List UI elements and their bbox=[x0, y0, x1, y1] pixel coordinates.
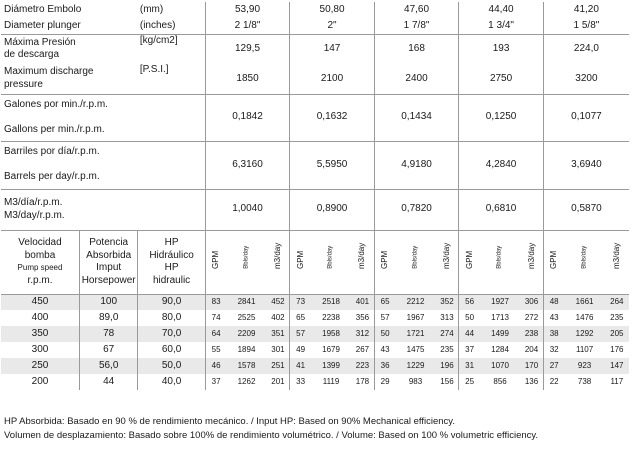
pressure-label-en-line1: Maximum discharge bbox=[4, 66, 94, 78]
pressure-unit-kg: [kg/cm2] bbox=[139, 34, 178, 46]
value-cell: 1927 bbox=[480, 294, 520, 310]
barrels-label bbox=[1, 141, 205, 189]
value-cell: 1967 bbox=[406, 313, 425, 322]
value-cell: 48 bbox=[543, 294, 564, 310]
value-cell: 38 bbox=[543, 326, 564, 342]
hydraulic-header-line3: HP bbox=[164, 262, 179, 273]
bbls-header: Bbls/day bbox=[411, 245, 418, 269]
speed-header-line1: Velocidad bbox=[18, 237, 62, 248]
value-cell: 41 bbox=[290, 358, 311, 374]
diameter-inch-row bbox=[1, 18, 629, 34]
value-cell: 306 bbox=[520, 294, 543, 310]
rpm-cell: 450 bbox=[1, 294, 79, 310]
diameter-unit-mm: (mm) bbox=[139, 3, 164, 15]
m3-label-en: M3/day/r.p.m. bbox=[4, 209, 65, 221]
hydraulic-cell: 70,0 bbox=[138, 326, 205, 342]
power-cell: 56,0 bbox=[79, 358, 137, 374]
m3-header: m3/day bbox=[272, 242, 282, 269]
value-cell: 1499 bbox=[480, 326, 520, 342]
value-cell: 312 bbox=[351, 326, 374, 342]
value-cell: 356 bbox=[355, 313, 370, 322]
value-cell: 1262 bbox=[237, 377, 256, 386]
value-cell: 1292 bbox=[564, 326, 604, 342]
power-header-line1: Potencia bbox=[89, 237, 129, 248]
value-cell: 176 bbox=[610, 345, 624, 354]
m3-value: 0,7820 bbox=[374, 189, 459, 230]
pressure-kg-row bbox=[1, 34, 629, 64]
table-row bbox=[1, 294, 629, 310]
value-cell: 37 bbox=[205, 374, 226, 390]
plunger-inch: 1 5/8" bbox=[543, 18, 629, 34]
value-cell: 57 bbox=[290, 326, 311, 342]
value-cell: 856 bbox=[493, 377, 507, 386]
pressure-kg: 224,0 bbox=[543, 34, 629, 64]
value-cell: 2209 bbox=[226, 326, 266, 342]
value-cell: 1661 bbox=[564, 294, 604, 310]
barrels-value: 5,5950 bbox=[290, 141, 375, 189]
diameter-label-en: Diameter plunger bbox=[1, 18, 138, 34]
value-cell: 117 bbox=[610, 377, 624, 386]
table-row bbox=[1, 342, 629, 358]
value-cell: 65 bbox=[290, 310, 311, 326]
value-cell: 83 bbox=[205, 294, 226, 310]
barrels-label-en: Barrels per day/r.p.m. bbox=[4, 171, 100, 183]
speed-header bbox=[1, 230, 79, 294]
value-cell: 25 bbox=[459, 374, 480, 390]
rpm-cell: 300 bbox=[31, 343, 49, 355]
value-cell: 235 bbox=[440, 345, 454, 354]
pressure-psi: 2750 bbox=[459, 64, 544, 94]
m3-label bbox=[1, 189, 205, 230]
column-header-row bbox=[1, 230, 629, 294]
value-cell: 1894 bbox=[237, 345, 256, 354]
value-cell: 1679 bbox=[322, 345, 340, 354]
value-cell: 29 bbox=[374, 374, 395, 390]
data-rows bbox=[1, 294, 629, 390]
value-cell: 1476 bbox=[575, 313, 594, 322]
gpm-header: GPM bbox=[549, 250, 559, 269]
power-cell: 44 bbox=[79, 374, 137, 390]
value-cell: 74 bbox=[205, 310, 226, 326]
value-cell: 136 bbox=[524, 377, 539, 386]
value-cell: 274 bbox=[436, 326, 459, 342]
rpm-cell: 250 bbox=[1, 358, 79, 374]
m3-header: m3/day bbox=[357, 242, 367, 269]
value-cell: 57 bbox=[374, 310, 395, 326]
power-header-line2: Absorbida bbox=[86, 249, 132, 261]
plunger-inch: 1 3/4" bbox=[459, 18, 544, 34]
table-row bbox=[1, 358, 629, 374]
value-cell: 44 bbox=[459, 326, 480, 342]
hydraulic-header bbox=[138, 230, 205, 294]
diameter-unit-inches: (inches) bbox=[138, 18, 205, 34]
m3-row bbox=[1, 189, 629, 230]
value-cell: 205 bbox=[605, 326, 629, 342]
value-cell: 313 bbox=[440, 313, 454, 322]
speed-header-line2: bomba bbox=[24, 249, 56, 261]
pressure-kg: 168 bbox=[374, 34, 459, 64]
value-cell: 65 bbox=[374, 294, 395, 310]
value-cell: 50 bbox=[459, 310, 480, 326]
pressure-label-es bbox=[1, 34, 138, 64]
gpm-header: GPM bbox=[380, 250, 390, 269]
bbls-header: Bbls/day bbox=[496, 245, 503, 269]
plunger-inch: 2 1/8" bbox=[205, 18, 290, 34]
value-cell: 1713 bbox=[491, 313, 509, 322]
rpm-cell: 200 bbox=[31, 375, 49, 387]
value-cell: 301 bbox=[271, 345, 285, 354]
m3-value: 0,8900 bbox=[290, 189, 375, 230]
value-cell: 196 bbox=[436, 358, 459, 374]
value-cell: 2212 bbox=[395, 294, 435, 310]
footnote-hp: HP Absorbida: Basado en 90 % de rendimiento mecánico. / Input HP: Based on 90% Mechanical efficiency. bbox=[4, 416, 455, 427]
bbls-header: Bbls/day bbox=[242, 245, 249, 269]
m3-header: m3/day bbox=[441, 242, 451, 269]
table-row bbox=[1, 326, 629, 342]
gpm-header: GPM bbox=[211, 250, 221, 269]
value-cell: 738 bbox=[577, 377, 592, 386]
barrels-value: 3,6940 bbox=[543, 141, 629, 189]
pressure-psi: 3200 bbox=[543, 64, 629, 94]
barrels-label-es: Barriles por día/r.p.m. bbox=[4, 146, 100, 158]
plunger-mm: 47,60 bbox=[374, 2, 459, 18]
pressure-label-en bbox=[1, 64, 138, 94]
pressure-psi-row bbox=[1, 64, 629, 94]
table-row bbox=[1, 374, 629, 390]
value-cell: 1119 bbox=[322, 377, 340, 386]
value-cell: 43 bbox=[543, 310, 564, 326]
value-cell: 983 bbox=[408, 377, 423, 386]
value-cell: 64 bbox=[205, 326, 226, 342]
gpm-header: GPM bbox=[295, 250, 305, 269]
power-header-line3: Imput bbox=[96, 262, 122, 273]
value-cell: 49 bbox=[290, 342, 311, 358]
value-cell: 1070 bbox=[480, 358, 520, 374]
value-cell: 2238 bbox=[322, 313, 340, 322]
m3-header: m3/day bbox=[611, 242, 621, 269]
footnote-volume: Volumen de desplazamiento: Basado sobre 100% de rendimiento volumétrico. / Volume: Based on 100 % volumetric efficiency. bbox=[4, 430, 539, 441]
barrels-value: 4,2840 bbox=[459, 141, 544, 189]
value-cell: 401 bbox=[351, 294, 374, 310]
value-cell: 1721 bbox=[395, 326, 435, 342]
value-cell: 33 bbox=[290, 374, 311, 390]
value-cell: 73 bbox=[290, 294, 311, 310]
plunger-inch: 1 7/8" bbox=[374, 18, 459, 34]
plunger-mm: 50,80 bbox=[290, 2, 375, 18]
hydraulic-cell: 90,0 bbox=[138, 294, 205, 310]
gallons-value: 0,1077 bbox=[543, 94, 629, 141]
value-cell: 402 bbox=[271, 313, 285, 322]
power-header-line4: Horsepower bbox=[81, 274, 136, 286]
barrels-value: 4,9180 bbox=[374, 141, 459, 189]
power-cell: 67 bbox=[79, 342, 137, 358]
hydraulic-cell: 40,0 bbox=[138, 374, 205, 390]
value-cell: 272 bbox=[524, 313, 539, 322]
value-cell: 147 bbox=[605, 358, 629, 374]
plunger-mm: 53,90 bbox=[205, 2, 290, 18]
value-cell: 201 bbox=[271, 377, 285, 386]
plunger-mm: 41,20 bbox=[543, 2, 629, 18]
value-cell: 22 bbox=[543, 374, 564, 390]
plunger-inch: 2" bbox=[290, 18, 375, 34]
hydraulic-header-line1: HP bbox=[164, 237, 179, 248]
plunger-mm: 44,40 bbox=[459, 2, 544, 18]
pressure-unit-psi: [P.S.I.] bbox=[138, 64, 205, 94]
value-cell: 46 bbox=[205, 358, 226, 374]
value-cell: 50 bbox=[374, 326, 395, 342]
pressure-psi: 1850 bbox=[205, 64, 290, 94]
pressure-kg: 129,5 bbox=[205, 34, 290, 64]
bbls-header: Bbls/day bbox=[327, 245, 334, 269]
gallons-value: 0,1842 bbox=[205, 94, 290, 141]
value-cell: 32 bbox=[543, 342, 564, 358]
hydraulic-cell: 80,0 bbox=[138, 310, 205, 326]
hydraulic-cell: 50,0 bbox=[138, 358, 205, 374]
pressure-label-en-line2: pressure bbox=[4, 78, 43, 90]
pressure-psi: 2400 bbox=[374, 64, 459, 94]
pressure-kg: 193 bbox=[459, 34, 544, 64]
value-cell: 251 bbox=[267, 358, 290, 374]
pressure-kg: 147 bbox=[290, 34, 375, 64]
pressure-label-es-line1: Máxima Presión bbox=[4, 36, 76, 48]
m3-label-es: M3/día/r.p.m. bbox=[4, 197, 63, 208]
gallons-label-es: Galones por min./r.p.m. bbox=[4, 98, 108, 110]
value-cell: 2525 bbox=[237, 313, 256, 322]
pump-spec-table bbox=[1, 2, 629, 390]
gallons-row bbox=[1, 94, 629, 141]
gallons-value: 0,1632 bbox=[290, 94, 375, 141]
value-cell: 2518 bbox=[311, 294, 351, 310]
barrels-value: 6,3160 bbox=[205, 141, 290, 189]
value-cell: 43 bbox=[374, 342, 395, 358]
value-cell: 1107 bbox=[575, 345, 594, 354]
value-cell: 37 bbox=[459, 342, 480, 358]
value-cell: 1284 bbox=[491, 345, 509, 354]
gallons-value: 0,1434 bbox=[374, 94, 459, 141]
value-cell: 223 bbox=[351, 358, 374, 374]
value-cell: 1399 bbox=[311, 358, 351, 374]
value-cell: 1578 bbox=[226, 358, 266, 374]
m3-value: 0,6810 bbox=[459, 189, 544, 230]
power-header bbox=[79, 230, 137, 294]
hydraulic-header-line2: Hidráulico bbox=[149, 249, 194, 261]
value-cell: 1475 bbox=[406, 345, 425, 354]
pressure-psi: 2100 bbox=[290, 64, 375, 94]
value-cell: 351 bbox=[267, 326, 290, 342]
bbls-header: Bbls/day bbox=[580, 245, 587, 269]
diameter-label-es: Diámetro Embolo bbox=[4, 3, 82, 15]
value-cell: 1229 bbox=[395, 358, 435, 374]
table-row bbox=[1, 310, 629, 326]
speed-header-line3: Pump speed bbox=[17, 263, 63, 272]
value-cell: 235 bbox=[610, 313, 624, 322]
value-cell: 238 bbox=[520, 326, 543, 342]
hydraulic-header-line4: hidraulic bbox=[152, 274, 191, 286]
diameter-mm-row bbox=[1, 2, 629, 18]
hydraulic-cell: 60,0 bbox=[138, 342, 205, 358]
gallons-label bbox=[1, 94, 205, 141]
value-cell: 55 bbox=[205, 342, 226, 358]
value-cell: 267 bbox=[355, 345, 370, 354]
value-cell: 264 bbox=[605, 294, 629, 310]
gallons-value: 0,1250 bbox=[459, 94, 544, 141]
barrels-row bbox=[1, 141, 629, 189]
value-cell: 452 bbox=[267, 294, 290, 310]
gallons-label-en: Gallons per min./r.p.m. bbox=[4, 123, 105, 135]
rpm-cell: 350 bbox=[1, 326, 79, 342]
value-cell: 923 bbox=[564, 358, 604, 374]
speed-header-line4: r.p.m. bbox=[27, 274, 53, 286]
power-cell: 100 bbox=[79, 294, 137, 310]
value-cell: 170 bbox=[520, 358, 543, 374]
value-cell: 56 bbox=[459, 294, 480, 310]
gpm-header: GPM bbox=[464, 250, 474, 269]
m3-value: 1,0040 bbox=[205, 189, 290, 230]
value-cell: 204 bbox=[524, 345, 539, 354]
m3-header: m3/day bbox=[526, 242, 536, 269]
value-cell: 156 bbox=[440, 377, 454, 386]
value-cell: 27 bbox=[543, 358, 564, 374]
value-cell: 36 bbox=[374, 358, 395, 374]
value-cell: 352 bbox=[436, 294, 459, 310]
pressure-label-es-line2: de descarga bbox=[4, 49, 60, 61]
value-cell: 1958 bbox=[311, 326, 351, 342]
value-cell: 31 bbox=[459, 358, 480, 374]
m3-value: 0,5870 bbox=[543, 189, 629, 230]
power-cell: 78 bbox=[79, 326, 137, 342]
power-cell: 89,0 bbox=[79, 310, 137, 326]
rpm-cell: 400 bbox=[31, 311, 49, 323]
value-cell: 178 bbox=[355, 377, 370, 386]
value-cell: 2841 bbox=[226, 294, 266, 310]
